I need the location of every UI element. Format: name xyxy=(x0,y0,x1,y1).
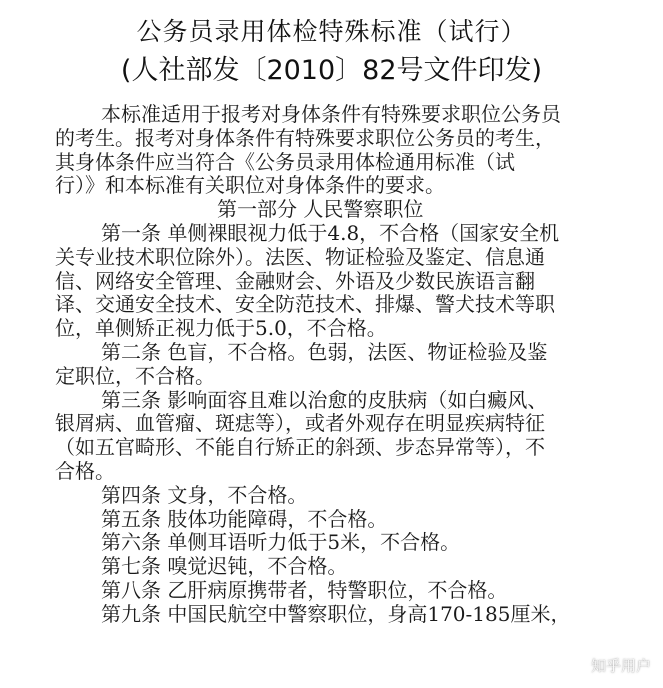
paragraph-line: 的考生。报考对身体条件有特殊要求职位公务员的考生， xyxy=(55,125,555,150)
paragraph-line: 第五条 肢体功能障碍，不合格。 xyxy=(101,506,388,531)
document-body xyxy=(55,103,615,627)
paragraph-line: 位，单侧矫正视力低于5.0，不合格。 xyxy=(55,316,387,341)
paragraph-line: 第九条 中国民航空中警察职位，身高170-185厘米， xyxy=(101,601,571,626)
paragraph-line: 第七条 嗅觉迟钝，不合格。 xyxy=(101,554,348,579)
paragraph-line: 第三条 影响面容且难以治愈的皮肤病（如白癜风、 xyxy=(101,387,548,412)
paragraph-line: 信、网络安全管理、金融财会、外语及少数民族语言翻 xyxy=(55,268,535,293)
paragraph-line: 第八条 乙肝病原携带者，特警职位，不合格。 xyxy=(101,577,508,602)
paragraph-line: 银屑病、血管瘤、斑痣等），或者外观存在明显疾病特征 xyxy=(55,411,545,436)
paragraph-line: 本标准适用于报考对身体条件有特殊要求职位公务员 xyxy=(101,102,561,126)
paragraph-line: 关专业技术职位除外）。法医、物证检验及鉴定、信息通 xyxy=(55,244,545,269)
paragraph-line: 行）》和本标准有关职位对身体条件的要求。 xyxy=(55,173,445,198)
paragraph-line: （如五官畸形、不能自行矫正的斜颈、步态异常等），不 xyxy=(55,435,545,460)
paragraph-line: 第四条 文身，不合格。 xyxy=(101,482,308,507)
paragraph-line: 第一条 单侧裸眼视力低于4.8，不合格（国家安全机 xyxy=(101,220,560,245)
paragraph-line: 合格。 xyxy=(55,458,115,483)
paragraph-line: 定职位，不合格。 xyxy=(55,363,215,388)
paragraph-line: 译、交通安全技术、安全防范技术、排爆、警犬技术等职 xyxy=(55,292,555,317)
paragraph-line: 第二条 色盲，不合格。色弱，法医、物证检验及鉴 xyxy=(101,339,548,364)
paragraph-line: 其身体条件应当符合《公务员录用体检通用标准（试 xyxy=(55,149,515,174)
paragraph-line: 第六条 单侧耳语听力低于5米，不合格。 xyxy=(101,530,461,555)
document-title: 公务员录用体检特殊标准（试行） xyxy=(136,17,527,46)
watermark: 知乎用户 xyxy=(590,657,651,675)
section-heading: 第一部分 人民警察职位 xyxy=(217,197,424,222)
document-subtitle: (人社部发〔2010〕82号文件印发) xyxy=(120,55,543,86)
